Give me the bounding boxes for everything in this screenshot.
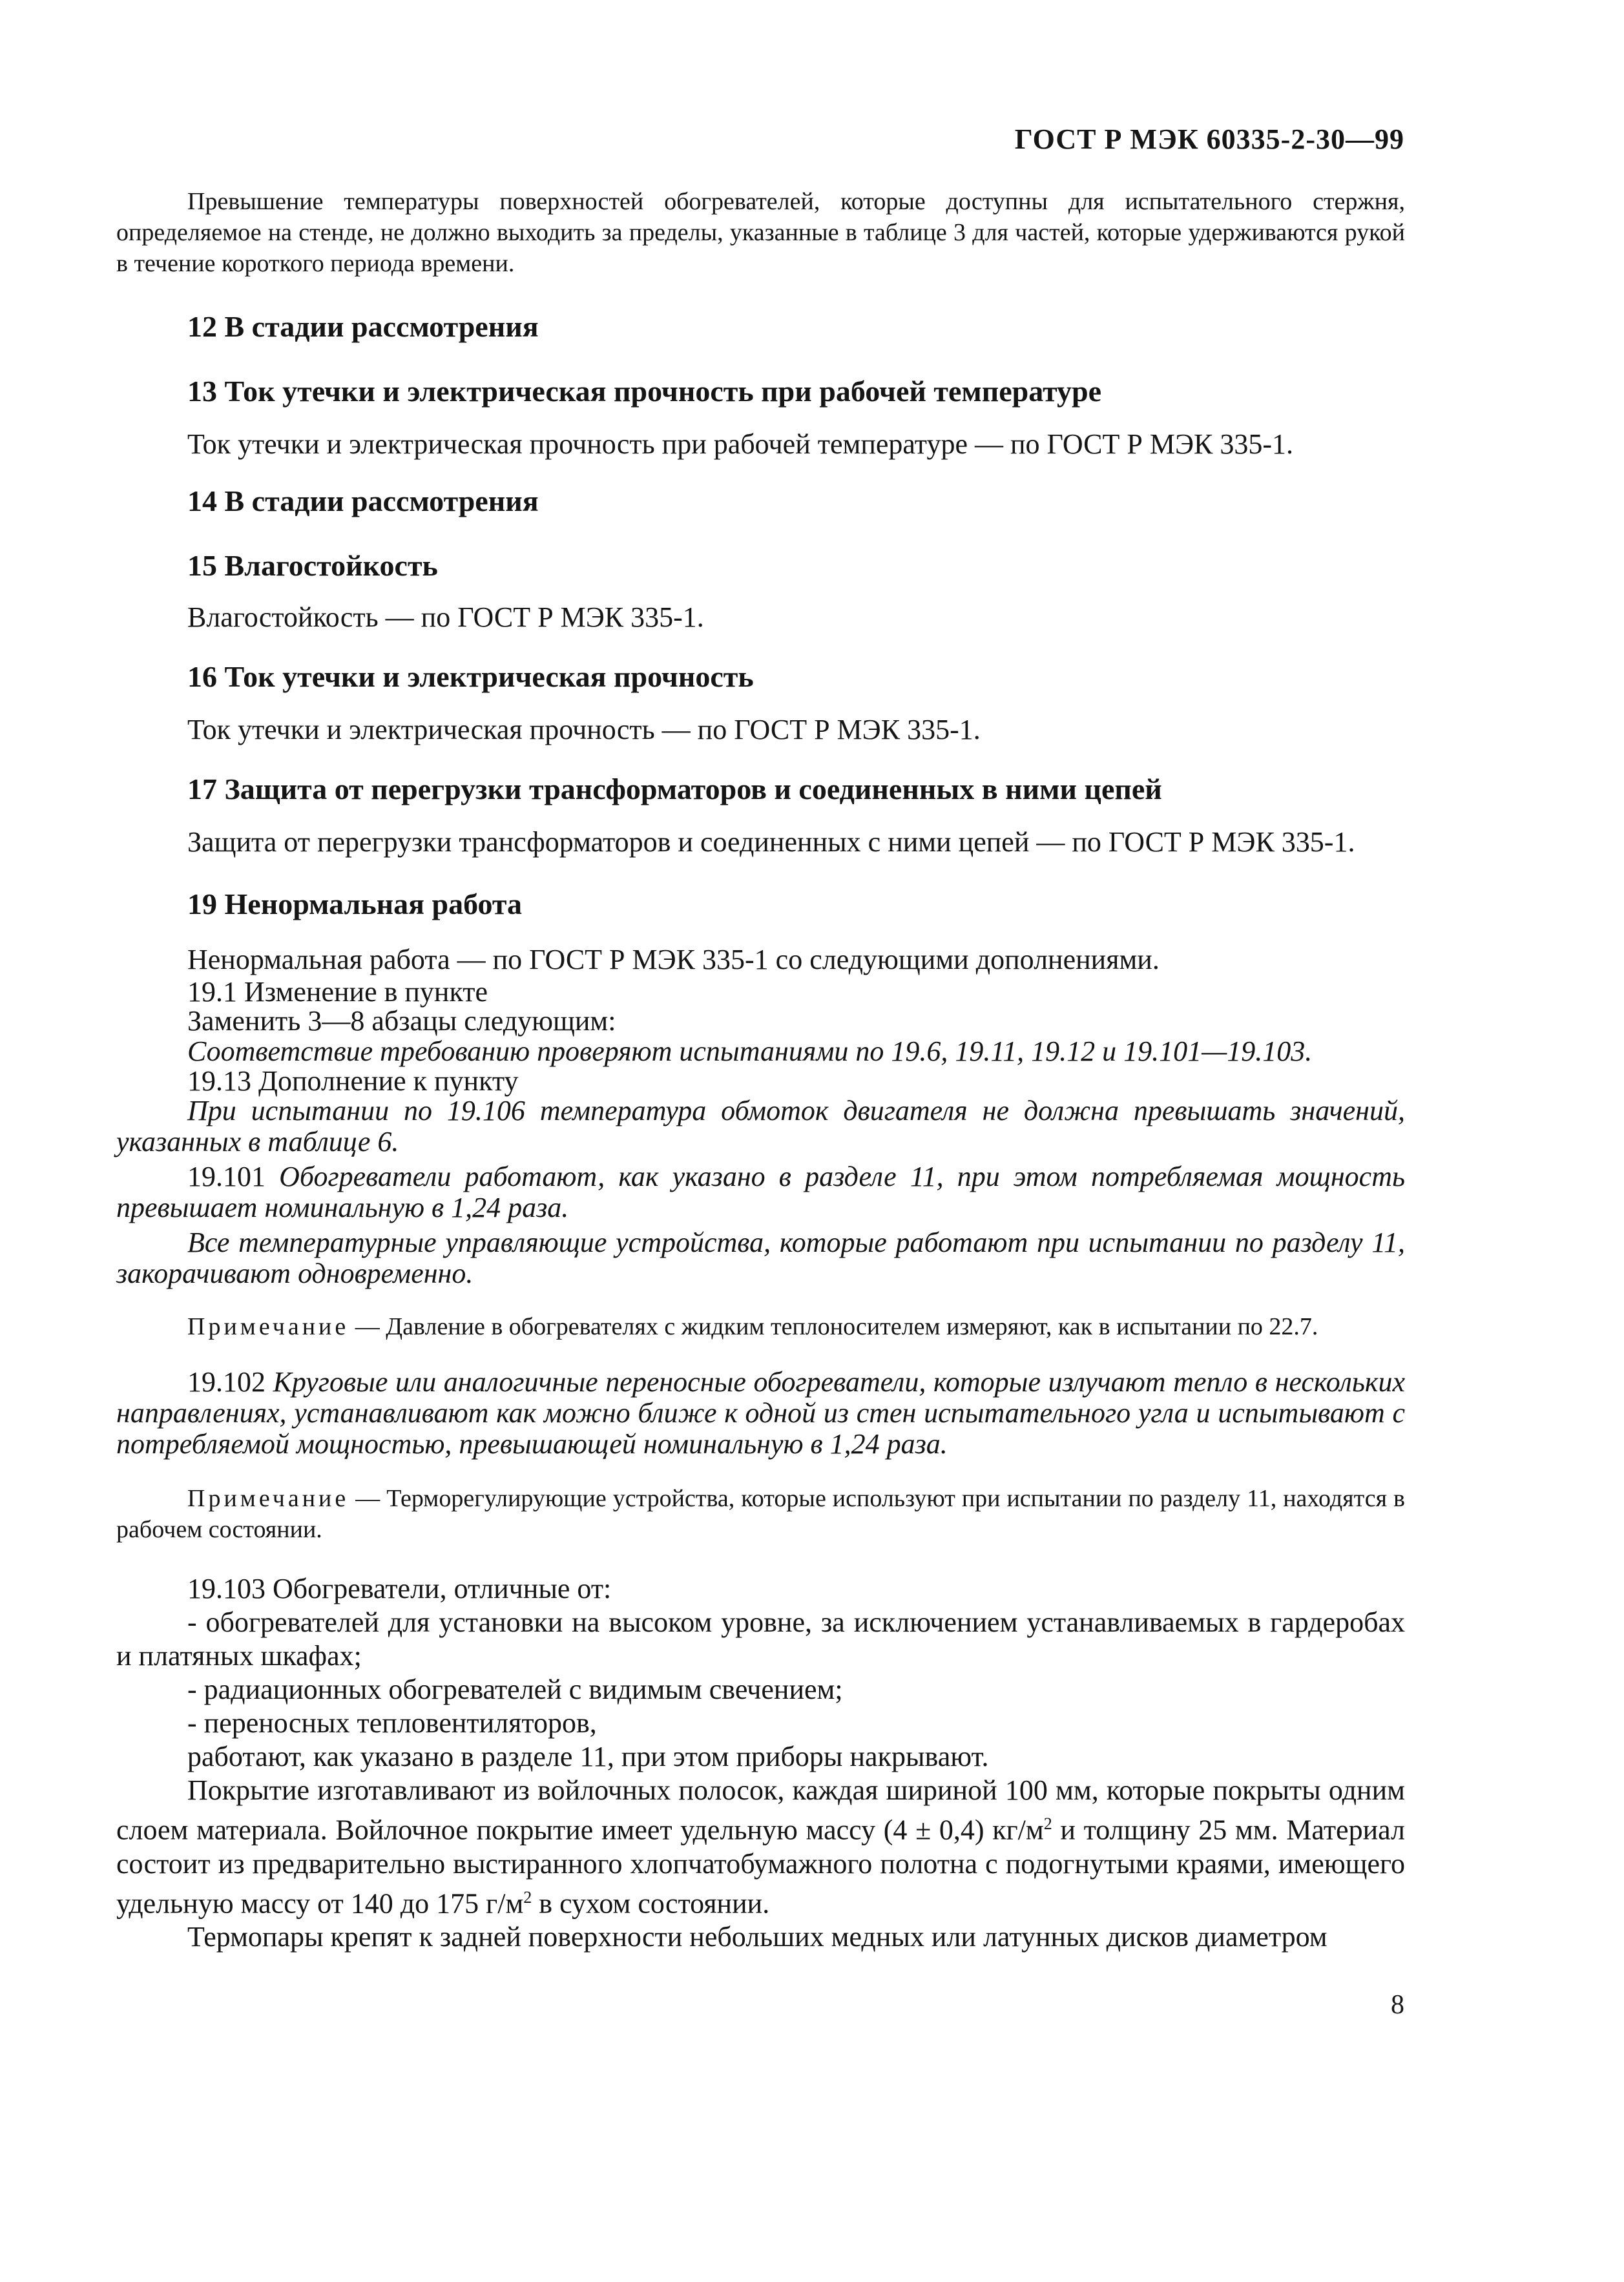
intro-paragraph: Превышение температуры поверхностей обогревателей, которые доступны для испытательного стержня, определяемое на стенде, не должно выходить за пределы, указанные в таблице 3 для частей, которые удерживаются рукой в течение короткого периода времени.	[116, 188, 1405, 277]
clause-19-101-number: 19.101	[187, 1161, 265, 1192]
compliance-text: Соответствие требованию проверяют испытаниями по 19.6, 19.11, 19.12 и 19.101—19.103.	[187, 1035, 1313, 1067]
cover-text-c: в сухом состоянии.	[532, 1887, 770, 1920]
section-16-heading: 16 Ток утечки и электрическая прочность	[187, 660, 754, 693]
list-item-2: - радиационных обогревателей с видимым свечением;	[187, 1674, 843, 1705]
work-text: работают, как указано в разделе 11, при этом приборы накрывают.	[187, 1741, 989, 1772]
thermocouple-text: Термопары крепят к задней поверхности небольших медных или латунных дисков диаметром	[187, 1921, 1327, 1953]
section-19-intro: Ненормальная работа — по ГОСТ Р МЭК 335-1 со следующими дополнениями.	[187, 944, 1160, 975]
note-1-label: Примечание	[187, 1313, 349, 1340]
section-17-text: Защита от перегрузки трансформаторов и соединенных с ними цепей — по ГОСТ Р МЭК 335-1.	[187, 826, 1355, 858]
page-content	[116, 186, 1405, 1954]
clause-19-103: 19.103 Обогреватели, отличные от:	[187, 1573, 612, 1604]
replace-instruction: Заменить 3—8 абзацы следующим:	[187, 1005, 616, 1037]
clause-19-13-text: При испытании по 19.106 температура обмоток двигателя не должна превышать значений, указанных в таблице 6.	[116, 1095, 1405, 1157]
clause-19-101-text-2: Все температурные управляющие устройства, которые работают при испытании по разделу 11, закорачивают одновременно.	[116, 1227, 1405, 1289]
section-17-heading: 17 Защита от перегрузки трансформаторов и соединенных в ними цепей	[187, 773, 1162, 805]
note-1-text: — Давление в обогревателях с жидким теплоносителем измеряют, как в испытании по 22.7.	[349, 1313, 1318, 1340]
section-12-heading: 12 В стадии рассмотрения	[187, 310, 539, 343]
section-15-heading: 15 Влагостойкость	[187, 549, 438, 582]
section-13-text: Ток утечки и электрическая прочность при рабочей температуре — по ГОСТ Р МЭК 335-1.	[187, 428, 1294, 460]
superscript-2: 2	[1043, 1814, 1052, 1833]
cover-paragraph	[116, 1774, 1405, 1920]
section-13-heading: 13 Ток утечки и электрическая прочность при рабочей температуре	[187, 375, 1102, 408]
clause-19-101	[116, 1161, 1405, 1223]
superscript-2: 2	[523, 1887, 532, 1907]
list-item-3: - переносных тепловентиляторов,	[187, 1707, 597, 1739]
section-16-text: Ток утечки и электрическая прочность — по ГОСТ Р МЭК 335-1.	[187, 714, 981, 745]
clause-19-13: 19.13 Дополнение к пункту	[187, 1065, 519, 1097]
section-15-text: Влагостойкость — по ГОСТ Р МЭК 335-1.	[187, 601, 704, 633]
clause-19-102-number: 19.102	[187, 1366, 265, 1398]
clause-19-1: 19.1 Изменение в пункте	[187, 976, 488, 1008]
cover-text-b: и толщину 25 мм. Материал состоит из предварительно выстиранного хлопчатобумажного полотна с подогнутыми краями, имеющего удельную массу от 140 до 175 г/м	[116, 1814, 1405, 1920]
page-number: 8	[1391, 1990, 1404, 2020]
note-1	[116, 1311, 1405, 1342]
clause-19-101-text: Обогреватели работают, как указано в разделе 11, при этом потребляемая мощность превышает номинальную в 1,24 раза.	[116, 1161, 1405, 1223]
document-code-header: ГОСТ Р МЭК 60335-2-30—99	[1014, 123, 1404, 155]
note-2	[116, 1483, 1405, 1545]
note-2-text: — Терморегулирующие устройства, которые используют при испытании по разделу 11, находятся в рабочем состоянии.	[116, 1485, 1405, 1543]
note-2-label: Примечание	[187, 1485, 349, 1512]
cover-text-a: Покрытие изготавливают из войлочных полосок, каждая шириной 100 мм, которые покрыты одним слоем материала. Войлочное покрытие имеет удельную массу (4 ± 0,4) кг/м	[116, 1774, 1405, 1846]
clause-19-102-text: Круговые или аналогичные переносные обогреватели, которые излучают тепло в нескольких направлениях, устанавливают как можно ближе к одной из стен испытательного угла и испытывают с потребляемой мощностью, превышающей номинальную в 1,24 раза.	[116, 1366, 1406, 1460]
section-14-heading: 14 В стадии рассмотрения	[187, 484, 539, 517]
section-19-heading: 19 Ненормальная работа	[187, 887, 523, 920]
clause-19-102	[116, 1367, 1405, 1460]
list-item-1: - обогревателей для установки на высоком уровне, за исключением устанавливаемых в гардеробах и платяных шкафах;	[116, 1606, 1405, 1672]
